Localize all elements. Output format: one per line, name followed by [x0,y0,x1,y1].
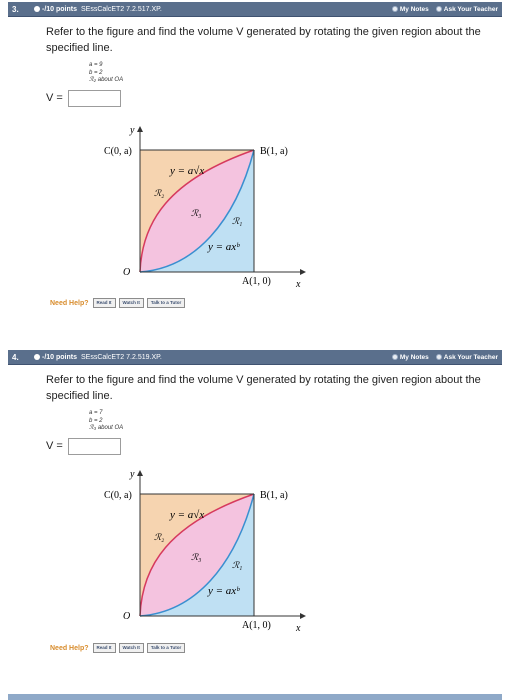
problem-4 [8,350,502,455]
help-row [50,298,188,308]
curve-sqrt-label: y = a√x [170,165,205,177]
teacher-icon [436,354,442,360]
problem-header [8,2,502,17]
help-row [50,643,188,653]
y-axis-label: y [130,125,135,136]
problem-prompt: Refer to the figure and find the volume V generated by rotating the given region about the specified line. [46,374,481,402]
point-a-label: A(1, 0) [242,620,271,631]
point-a-label: A(1, 0) [242,276,271,287]
ask-teacher-link[interactable]: Ask Your Teacher [436,354,498,361]
region-figure [90,466,330,641]
region-r1-label: ℛ₁ [232,216,243,226]
assignment-id: SEssCalcET2 7.2.517.XP. [81,5,162,13]
read-it-button[interactable]: Read It [93,643,116,653]
region-r3-label: ℛ₃ [191,208,202,218]
param-region: ℛ₂ about OA [89,77,124,83]
problem-parameters [89,410,502,433]
param-a: a = 7 [89,410,103,416]
question-number: 4. [12,352,19,362]
status-icon [34,354,40,360]
points-label: -/10 points [42,353,78,361]
notes-icon [392,6,398,12]
y-axis-arrow [137,126,143,132]
status-icon [34,6,40,12]
param-a: a = 9 [89,62,103,68]
question-number: 3. [12,4,19,14]
x-axis-arrow [300,269,306,275]
need-help-label: Need Help? [50,299,89,307]
problem-parameters [89,62,502,85]
x-axis-label: x [296,279,301,290]
point-b-label: B(1, a) [260,490,288,501]
origin-label: O [123,267,131,278]
answer-label: V = [46,440,63,452]
need-help-label: Need Help? [50,644,89,652]
watch-it-button[interactable]: Watch It [119,643,144,653]
param-b: b = 2 [89,69,103,76]
region-r2-label: ℛ₂ [154,532,165,542]
problem-header [8,350,502,365]
param-region: ℛ₃ about OA [89,425,124,431]
problem-3 [8,2,502,107]
point-b-label: B(1, a) [260,146,288,157]
origin-label: O [123,611,131,622]
points-label: -/10 points [42,5,78,13]
region-r3-label: ℛ₃ [191,552,202,562]
curve-power-label: y = axᵇ [208,585,240,597]
curve-power-label: y = axᵇ [208,241,240,253]
answer-input[interactable] [68,90,121,107]
assignment-id: SEssCalcET2 7.2.519.XP. [81,353,162,361]
curve-sqrt-label: y = a√x [170,509,205,521]
problem-prompt: Refer to the figure and find the volume V generated by rotating the given region about the specified line. [46,26,481,54]
y-axis-arrow [137,470,143,476]
figure-svg [90,122,330,292]
point-c-label: C(0, a) [104,490,132,501]
region-figure [90,122,330,297]
region-r2-label: ℛ₂ [154,188,165,198]
answer-input[interactable] [68,438,121,455]
param-b: b = 2 [89,417,103,424]
teacher-icon [436,6,442,12]
x-axis-arrow [300,613,306,619]
read-it-button[interactable]: Read It [93,298,116,308]
talk-to-tutor-button[interactable]: Talk to a Tutor [147,643,185,653]
next-problem-header-edge [8,694,502,700]
answer-label: V = [46,92,63,104]
my-notes-link[interactable]: My Notes [392,6,429,13]
ask-teacher-link[interactable]: Ask Your Teacher [436,6,498,13]
y-axis-label: y [130,469,135,480]
point-c-label: C(0, a) [104,146,132,157]
notes-icon [392,354,398,360]
figure-svg [90,466,330,636]
talk-to-tutor-button[interactable]: Talk to a Tutor [147,298,185,308]
my-notes-link[interactable]: My Notes [392,354,429,361]
x-axis-label: x [296,623,301,634]
watch-it-button[interactable]: Watch It [119,298,144,308]
region-r1-label: ℛ₁ [232,560,243,570]
